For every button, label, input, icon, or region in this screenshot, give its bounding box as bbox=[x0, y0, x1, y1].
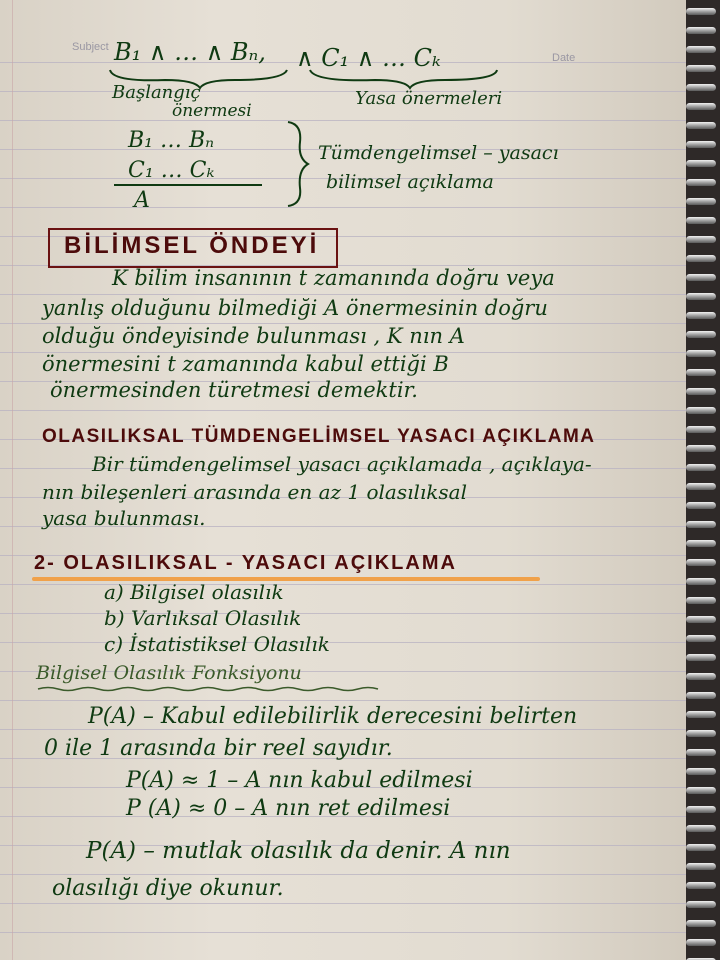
binding-ring bbox=[686, 198, 716, 205]
binding-ring bbox=[686, 635, 716, 642]
ruled-line bbox=[0, 932, 690, 933]
binding-ring bbox=[686, 521, 716, 528]
schema-premise-2: C₁ … Cₖ bbox=[128, 158, 215, 183]
schema-premise-1: B₁ … Bₙ bbox=[128, 128, 215, 153]
function-title-underline bbox=[36, 686, 396, 692]
binding-ring bbox=[686, 293, 716, 300]
binding-ring bbox=[686, 920, 716, 927]
binding-ring bbox=[686, 426, 716, 433]
binding-ring bbox=[686, 559, 716, 566]
binding-ring bbox=[686, 540, 716, 547]
binding-ring bbox=[686, 825, 716, 832]
ruled-line bbox=[0, 207, 690, 208]
binding-ring bbox=[686, 122, 716, 129]
binding-ring bbox=[686, 312, 716, 319]
binding-ring bbox=[686, 350, 716, 357]
binding-ring bbox=[686, 217, 716, 224]
binding-ring bbox=[686, 141, 716, 148]
binding-ring bbox=[686, 673, 716, 680]
binding-ring bbox=[686, 806, 716, 813]
binding-ring bbox=[686, 711, 716, 718]
probabilistic-deductive-title: OLASILIKSAL TÜMDENGELİMSEL YASACI AÇIKLAMA bbox=[42, 426, 596, 447]
function-line-3: P(A) ≈ 1 – A nın kabul edilmesi bbox=[126, 768, 473, 793]
prediction-line-4: önermesini t zamanında kabul ettiği B bbox=[42, 352, 449, 376]
start-label-1: Başlangıç bbox=[112, 82, 201, 103]
binding-ring bbox=[686, 27, 716, 34]
schema-conclusion: A bbox=[134, 188, 150, 213]
binding-ring bbox=[686, 787, 716, 794]
binding-ring bbox=[686, 160, 716, 167]
ruled-line bbox=[0, 729, 690, 730]
subject-label: Subject bbox=[72, 41, 109, 53]
probability-item-c: c) İstatistiksel Olasılık bbox=[104, 632, 330, 656]
function-line-6: olasılığı diye okunur. bbox=[52, 876, 284, 901]
prediction-line-5: önermesinden türetmesi demektir. bbox=[50, 378, 418, 402]
binding-ring bbox=[686, 597, 716, 604]
binding-ring bbox=[686, 844, 716, 851]
binding-ring bbox=[686, 939, 716, 946]
binding-ring bbox=[686, 388, 716, 395]
function-title: Bilgisel Olasılık Fonksiyonu bbox=[36, 662, 302, 684]
binding-ring bbox=[686, 103, 716, 110]
prediction-line-2: yanlış olduğunu bilmediği A önermesinin doğru bbox=[42, 296, 548, 320]
probability-item-a: a) Bilgisel olasılık bbox=[104, 580, 284, 604]
schema-label-1: Tümdengelimsel – yasacı bbox=[318, 142, 559, 164]
probabilistic-lawful-title: 2- OLASILIKSAL - YASACI AÇIKLAMA bbox=[34, 552, 457, 574]
formula-right: ∧ C₁ ∧ … Cₖ bbox=[296, 44, 441, 72]
binding-ring bbox=[686, 331, 716, 338]
margin-line bbox=[12, 0, 13, 960]
binding-ring bbox=[686, 901, 716, 908]
schema-brace bbox=[282, 118, 312, 210]
prediction-line-1: K bilim insanının t zamanında doğru veya bbox=[112, 266, 555, 290]
probability-item-b: b) Varlıksal Olasılık bbox=[104, 606, 302, 630]
binding-ring bbox=[686, 882, 716, 889]
binding-ring bbox=[686, 445, 716, 452]
date-label: Date bbox=[552, 52, 576, 64]
binding-ring bbox=[686, 8, 716, 15]
schema-label-2: bilimsel açıklama bbox=[326, 171, 494, 193]
ruled-line bbox=[0, 700, 690, 701]
binding-ring bbox=[686, 578, 716, 585]
function-line-5: P(A) – mutlak olasılık da denir. A nın bbox=[86, 838, 511, 864]
probabilistic-deductive-line-2: nın bileşenleri arasında en az 1 olasılıksal bbox=[42, 480, 467, 504]
ruled-line bbox=[0, 294, 690, 295]
binding-ring bbox=[686, 616, 716, 623]
ruled-line bbox=[0, 120, 690, 121]
ruled-line bbox=[0, 91, 690, 92]
formula-left: B₁ ∧ … ∧ Bₙ, bbox=[114, 38, 266, 66]
binding-ring bbox=[686, 483, 716, 490]
binding-ring bbox=[686, 65, 716, 72]
binding-ring bbox=[686, 84, 716, 91]
binding-ring bbox=[686, 749, 716, 756]
start-label-2: önermesi bbox=[172, 101, 252, 121]
probabilistic-deductive-line-3: yasa bulunması. bbox=[42, 506, 206, 530]
binding-ring bbox=[686, 863, 716, 870]
binding-ring bbox=[686, 502, 716, 509]
ruled-line bbox=[0, 874, 690, 875]
ruled-line bbox=[0, 903, 690, 904]
function-line-1: P(A) – Kabul edilebilirlik derecesini belirten bbox=[88, 704, 578, 729]
function-line-4: P (A) ≈ 0 – A nın ret edilmesi bbox=[126, 796, 451, 821]
binding-ring bbox=[686, 692, 716, 699]
binding-ring bbox=[686, 236, 716, 243]
probabilistic-deductive-line-1: Bir tümdengelimsel yasacı açıklamada , açıklaya- bbox=[92, 452, 592, 476]
binding-ring bbox=[686, 654, 716, 661]
binding-ring bbox=[686, 730, 716, 737]
inference-line bbox=[114, 184, 262, 186]
binding-ring bbox=[686, 407, 716, 414]
prediction-title: BİLİMSEL ÖNDEYİ bbox=[64, 232, 320, 259]
binding-ring bbox=[686, 255, 716, 262]
ruled-line bbox=[0, 410, 690, 411]
law-label: Yasa önermeleri bbox=[355, 88, 503, 109]
binding-ring bbox=[686, 768, 716, 775]
prediction-line-3: olduğu öndeyisinde bulunması , K nın A bbox=[42, 324, 465, 348]
binding-ring bbox=[686, 179, 716, 186]
binding-ring bbox=[686, 46, 716, 53]
binding-ring bbox=[686, 464, 716, 471]
binding-ring bbox=[686, 369, 716, 376]
binding-ring bbox=[686, 274, 716, 281]
function-line-2: 0 ile 1 arasında bir reel sayıdır. bbox=[44, 736, 393, 761]
